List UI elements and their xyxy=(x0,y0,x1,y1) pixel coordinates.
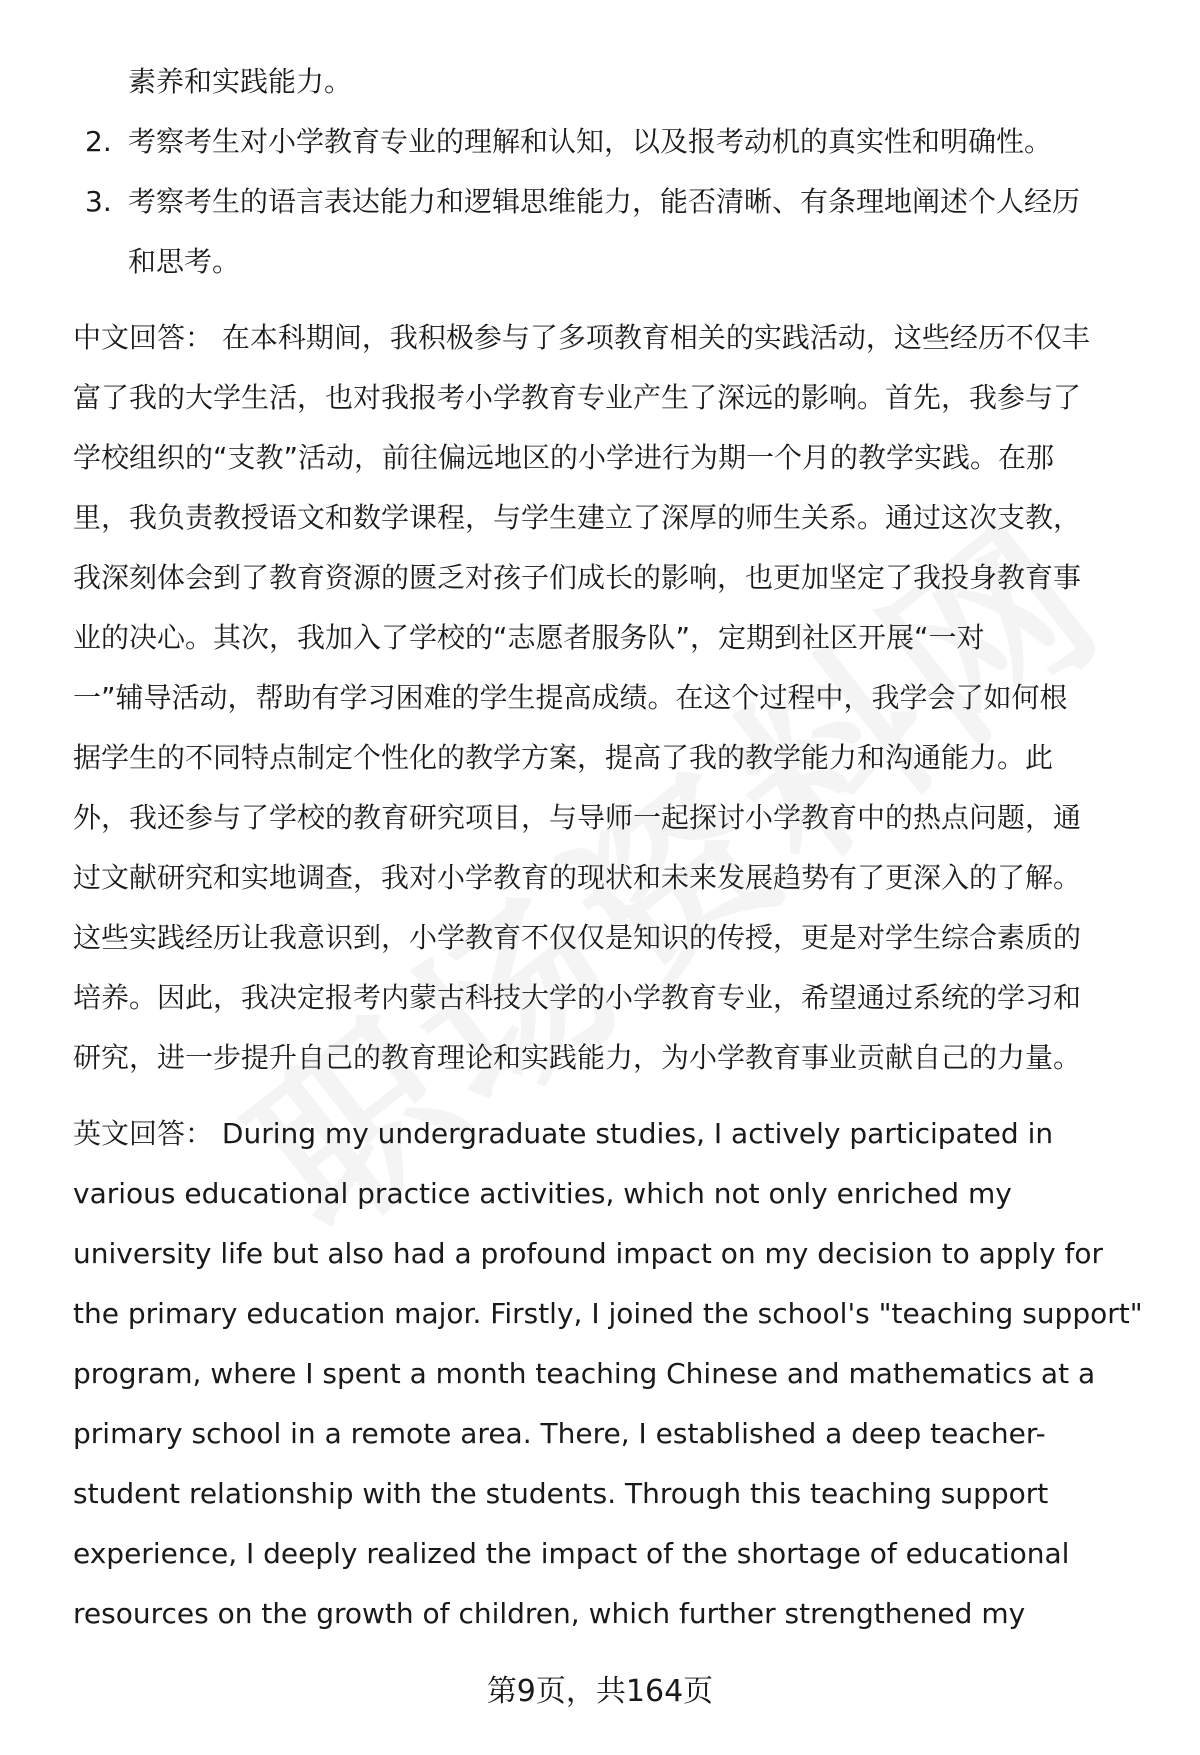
list-item-text-continued: 和思考。 xyxy=(128,245,241,278)
paragraph-line: 中文回答： 在本科期间，我积极参与了多项教育相关的实践活动，这些经历不仅丰 xyxy=(73,321,1090,354)
paragraph-line: experience, I deeply realized the impact of the shortage of educational xyxy=(73,1537,1070,1570)
page-content xyxy=(73,52,1158,1644)
paragraph-line: program, where I spent a month teaching Chinese and mathematics at a xyxy=(73,1357,1096,1390)
paragraph-line: 我深刻体会到了教育资源的匮乏对孩子们成长的影响，也更加坚定了我投身教育事 xyxy=(73,561,1082,594)
list-item xyxy=(73,112,1158,172)
paragraph-line: primary school in a remote area. There, I established a deep teacher- xyxy=(73,1417,1046,1450)
paragraph-line: resources on the growth of children, which further strengthened my xyxy=(73,1597,1026,1630)
paragraph-line: 外，我还参与了学校的教育研究项目，与导师一起探讨小学教育中的热点问题，通 xyxy=(73,801,1082,834)
paragraph-line: student relationship with the students. Through this teaching support xyxy=(73,1477,1049,1510)
paragraph-line: 培养。因此，我决定报考内蒙古科技大学的小学教育专业，希望通过系统的学习和 xyxy=(73,981,1082,1014)
paragraph-line: 据学生的不同特点制定个性化的教学方案，提高了我的教学能力和沟通能力。此 xyxy=(73,741,1054,774)
list-number: 2. xyxy=(85,125,112,158)
paragraph-line: 这些实践经历让我意识到，小学教育不仅仅是知识的传授，更是对学生综合素质的 xyxy=(73,921,1082,954)
paragraph-line: the primary education major. Firstly, I joined the school's "teaching support" xyxy=(73,1297,1143,1330)
paragraph-line: 英文回答： During my undergraduate studies, I actively participated in xyxy=(73,1117,1054,1150)
page-number-footer: 第9页，共164页 xyxy=(486,1674,714,1709)
list-item-text: 考察考生对小学教育专业的理解和认知，以及报考动机的真实性和明确性。 xyxy=(128,125,1053,158)
list-item-continuation: 素养和实践能力。 xyxy=(128,65,353,98)
paragraph-line: 富了我的大学生活，也对我报考小学教育专业产生了深远的影响。首先，我参与了 xyxy=(73,381,1082,414)
chinese-answer-paragraph xyxy=(73,308,1158,1088)
numbered-list xyxy=(73,112,1158,292)
paragraph-line: university life but also had a profound impact on my decision to apply for xyxy=(73,1237,1104,1270)
paragraph-line: 业的决心。其次，我加入了学校的“志愿者服务队”，定期到社区开展“一对 xyxy=(73,621,985,654)
paragraph-line: various educational practice activities, which not only enriched my xyxy=(73,1177,1012,1210)
paragraph-line: 过文献研究和实地调查，我对小学教育的现状和未来发展趋势有了更深入的了解。 xyxy=(73,861,1082,894)
list-number: 3. xyxy=(85,185,112,218)
list-item-text: 考察考生的语言表达能力和逻辑思维能力，能否清晰、有条理地阐述个人经历 xyxy=(128,185,1081,218)
english-answer-paragraph xyxy=(73,1104,1158,1644)
paragraph-line: 研究，进一步提升自己的教育理论和实践能力，为小学教育事业贡献自己的力量。 xyxy=(73,1041,1082,1074)
paragraph-line: 一”辅导活动，帮助有学习困难的学生提高成绩。在这个过程中，我学会了如何根 xyxy=(73,681,1068,714)
list-item xyxy=(73,172,1158,232)
paragraph-line: 学校组织的“支教”活动，前往偏远地区的小学进行为期一个月的教学实践。在那 xyxy=(73,441,1055,474)
paragraph-line: 里，我负责教授语文和数学课程，与学生建立了深厚的师生关系。通过这次支教， xyxy=(73,501,1082,534)
